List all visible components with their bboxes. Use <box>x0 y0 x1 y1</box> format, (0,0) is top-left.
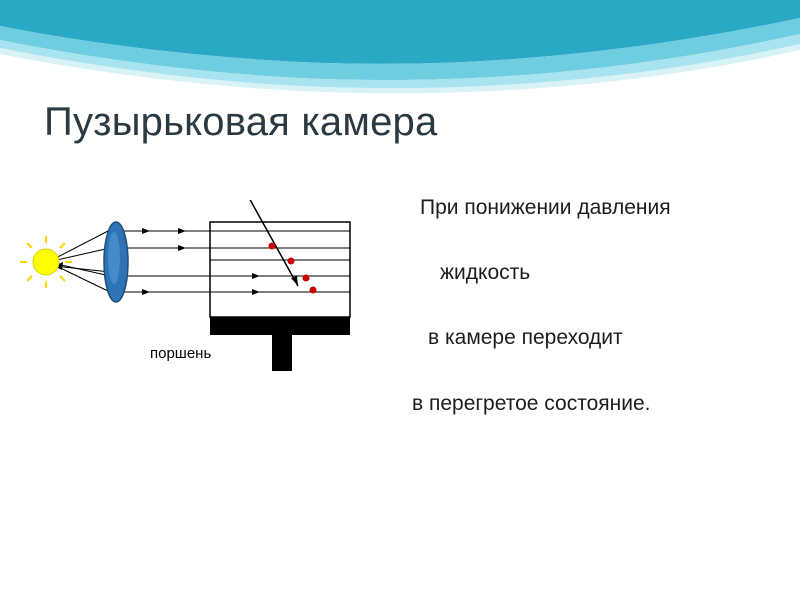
description-line-2: жидкость <box>440 261 531 285</box>
sun-icon <box>20 236 72 288</box>
page-title: Пузырьковая камера <box>44 100 438 144</box>
piston-shape <box>210 317 350 335</box>
description-line-1: При понижении давления <box>420 196 671 219</box>
bubble-chamber-diagram <box>10 200 390 430</box>
chamber-box <box>210 222 350 317</box>
description-line-4: в перегретое состояние. <box>412 391 651 415</box>
piston-label: поршень <box>150 345 212 362</box>
description-text <box>400 195 790 416</box>
top-wave-banner <box>0 0 800 95</box>
description-line-3: в камере переходит <box>428 326 623 350</box>
